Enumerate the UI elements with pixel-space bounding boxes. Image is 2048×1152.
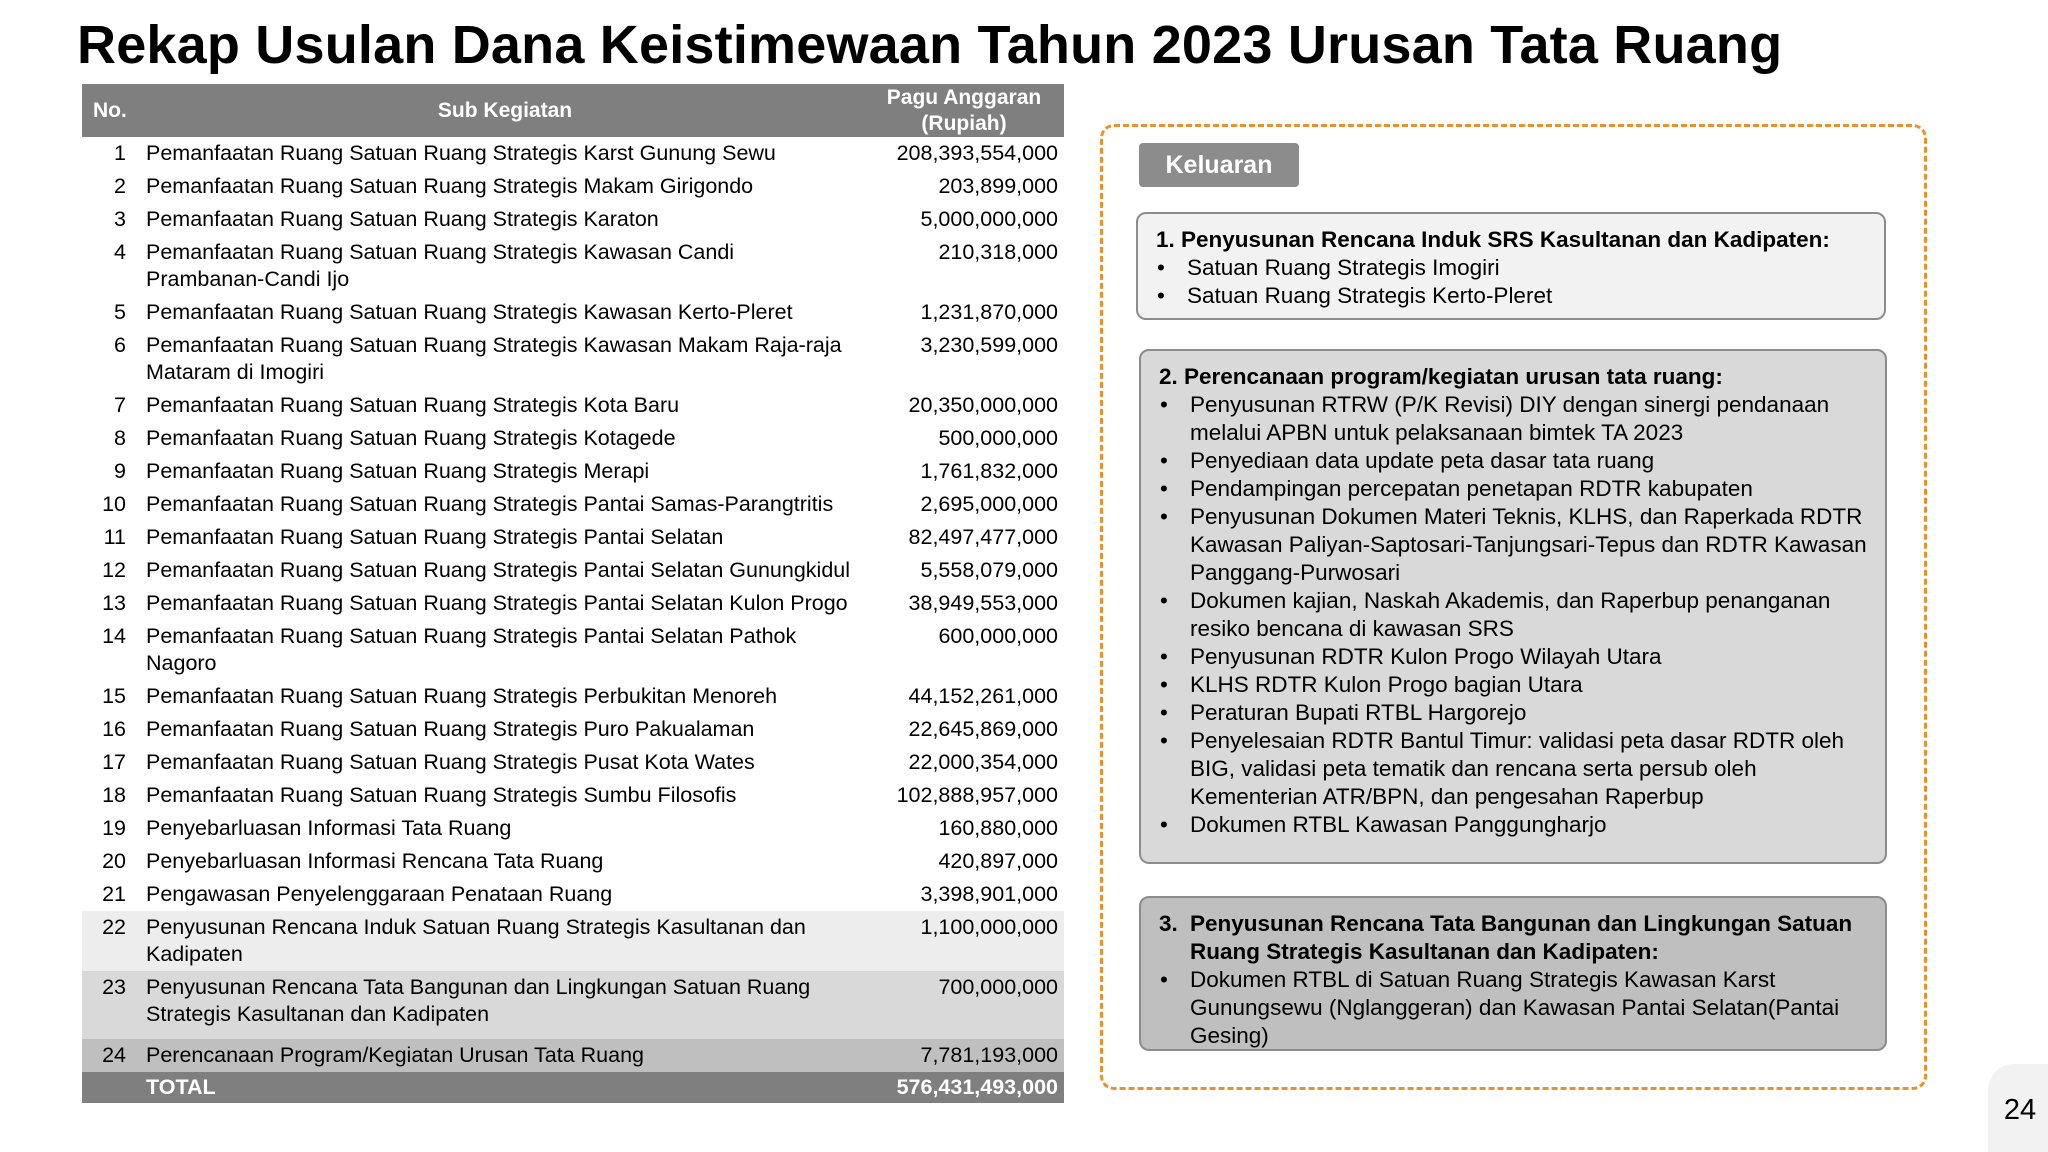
row-pagu-anggaran: 1,231,870,000 bbox=[920, 300, 1058, 324]
row-sub-kegiatan: Pemanfaatan Ruang Satuan Ruang Strategis Kawasan Kerto-Pleret bbox=[146, 300, 793, 324]
table-row bbox=[82, 488, 1064, 521]
row-number: 4 bbox=[114, 240, 126, 264]
row-sub-kegiatan: Penyebarluasan Informasi Tata Ruang bbox=[146, 816, 512, 840]
row-number: 12 bbox=[102, 558, 126, 582]
output-box-2 bbox=[1139, 349, 1887, 864]
row-pagu-anggaran: 3,398,901,000 bbox=[920, 882, 1058, 906]
row-pagu-anggaran: 700,000,000 bbox=[864, 971, 1064, 1031]
row-number: 2 bbox=[114, 174, 126, 198]
output-box-1 bbox=[1136, 212, 1886, 320]
table-row bbox=[82, 296, 1064, 329]
row-pagu-anggaran: 22,645,869,000 bbox=[908, 717, 1058, 741]
row-number: 9 bbox=[114, 459, 126, 483]
row-sub-kegiatan: Perencanaan Program/Kegiatan Urusan Tata Ruang bbox=[146, 1039, 864, 1072]
row-pagu-anggaran: 3,230,599,000 bbox=[920, 333, 1058, 357]
row-pagu-anggaran: 208,393,554,000 bbox=[896, 141, 1058, 165]
table-row bbox=[82, 971, 1064, 1031]
row-pagu-anggaran: 160,880,000 bbox=[938, 816, 1058, 840]
row-pagu-anggaran: 420,897,000 bbox=[938, 849, 1058, 873]
table-row bbox=[82, 236, 1064, 296]
list-item: • Pendampingan percepatan penetapan RDTR kabupaten bbox=[1159, 475, 1871, 503]
row-number: 6 bbox=[114, 333, 126, 357]
header-no: No. bbox=[82, 84, 146, 137]
row-sub-kegiatan: Pemanfaatan Ruang Satuan Ruang Strategis Sumbu Filosofis bbox=[146, 783, 737, 807]
row-sub-kegiatan: Pemanfaatan Ruang Satuan Ruang Strategis Pantai Selatan Gunungkidul bbox=[146, 558, 851, 582]
table-header-row bbox=[82, 84, 1064, 137]
table-row bbox=[82, 389, 1064, 422]
table-row bbox=[82, 554, 1064, 587]
row-number: 11 bbox=[103, 525, 126, 549]
row-number: 24 bbox=[82, 1039, 146, 1072]
row-sub-kegiatan: Penyusunan Rencana Tata Bangunan dan Lingkungan Satuan Ruang Strategis Kasultanan dan Kadipaten bbox=[146, 971, 864, 1031]
row-number: 5 bbox=[114, 300, 126, 324]
row-sub-kegiatan: Pemanfaatan Ruang Satuan Ruang Strategis Puro Pakualaman bbox=[146, 717, 755, 741]
list-item: • Penyusunan RTRW (P/K Revisi) DIY dengan sinergi pendanaan melalui APBN untuk pelaksanaan bimtek TA 2023 bbox=[1159, 391, 1871, 447]
header-sub-kegiatan: Sub Kegiatan bbox=[146, 84, 864, 137]
row-pagu-anggaran: 7,781,193,000 bbox=[864, 1039, 1064, 1072]
row-pagu-anggaran: 22,000,354,000 bbox=[908, 750, 1058, 774]
table-row bbox=[82, 587, 1064, 620]
row-sub-kegiatan: Pemanfaatan Ruang Satuan Ruang Strategis Merapi bbox=[146, 459, 650, 483]
table-row bbox=[82, 329, 1064, 389]
table-row bbox=[82, 521, 1064, 554]
row-pagu-anggaran: 5,000,000,000 bbox=[920, 207, 1058, 231]
row-sub-kegiatan: Penyusunan Rencana Induk Satuan Ruang Strategis Kasultanan dan Kadipaten bbox=[146, 911, 864, 971]
total-label: TOTAL bbox=[146, 1072, 864, 1103]
row-pagu-anggaran: 1,100,000,000 bbox=[864, 911, 1064, 971]
row-pagu-anggaran: 38,949,553,000 bbox=[908, 591, 1058, 615]
table-row bbox=[82, 203, 1064, 236]
budget-table bbox=[82, 84, 1064, 1103]
row-sub-kegiatan: Pemanfaatan Ruang Satuan Ruang Strategis Kawasan Makam Raja-raja Mataram di Imogiri bbox=[146, 333, 842, 384]
row-sub-kegiatan: Pemanfaatan Ruang Satuan Ruang Strategis Pantai Selatan Kulon Progo bbox=[146, 591, 848, 615]
list-item: • KLHS RDTR Kulon Progo bagian Utara bbox=[1159, 671, 1871, 699]
total-row bbox=[82, 1072, 1064, 1103]
table-row bbox=[82, 713, 1064, 746]
row-number: 16 bbox=[102, 717, 126, 741]
header-pagu-anggaran: Pagu Anggaran (Rupiah) bbox=[864, 84, 1064, 137]
row-sub-kegiatan: Pemanfaatan Ruang Satuan Ruang Strategis Kawasan Candi Prambanan-Candi Ijo bbox=[146, 240, 735, 291]
output-box-1-title: 1. Penyusunan Rencana Induk SRS Kasultanan dan Kadipaten: bbox=[1156, 227, 1830, 252]
row-sub-kegiatan: Pemanfaatan Ruang Satuan Ruang Strategis Pantai Selatan bbox=[146, 525, 724, 549]
list-item: • Dokumen kajian, Naskah Akademis, dan Raperbup penanganan resiko bencana di kawasan SRS bbox=[1159, 587, 1871, 643]
row-pagu-anggaran: 2,695,000,000 bbox=[920, 492, 1058, 516]
list-item: • Satuan Ruang Strategis Imogiri bbox=[1156, 254, 1870, 282]
table-row bbox=[82, 1039, 1064, 1072]
row-number: 8 bbox=[114, 426, 126, 450]
row-pagu-anggaran: 1,761,832,000 bbox=[920, 459, 1058, 483]
row-number: 21 bbox=[102, 882, 126, 906]
table-row bbox=[82, 455, 1064, 488]
list-item: • Dokumen RTBL di Satuan Ruang Strategis Kawasan Karst Gunungsewu (Nglanggeran) dan Kawasan Pantai Selatan(Pantai Gesing) bbox=[1159, 966, 1871, 1050]
table-row bbox=[82, 911, 1064, 971]
table-row bbox=[82, 746, 1064, 779]
row-sub-kegiatan: Pemanfaatan Ruang Satuan Ruang Strategis Karaton bbox=[146, 207, 659, 231]
list-item: • Penyediaan data update peta dasar tata ruang bbox=[1159, 447, 1871, 475]
row-sub-kegiatan: Pemanfaatan Ruang Satuan Ruang Strategis Kotagede bbox=[146, 426, 676, 450]
table-row bbox=[82, 878, 1064, 911]
table-row bbox=[82, 779, 1064, 812]
row-sub-kegiatan: Pemanfaatan Ruang Satuan Ruang Strategis Perbukitan Menoreh bbox=[146, 684, 778, 708]
list-item: • Peraturan Bupati RTBL Hargorejo bbox=[1159, 699, 1871, 727]
row-number: 18 bbox=[102, 783, 126, 807]
page-title: Rekap Usulan Dana Keistimewaan Tahun 2023 Urusan Tata Ruang bbox=[77, 15, 1783, 75]
output-box-3-title: Penyusunan Rencana Tata Bangunan dan Lingkungan Satuan Ruang Strategis Kasultanan dan Kadipaten: bbox=[1190, 911, 1853, 964]
row-sub-kegiatan: Penyebarluasan Informasi Rencana Tata Ruang bbox=[146, 849, 604, 873]
list-item: • Penyusunan RDTR Kulon Progo Wilayah Utara bbox=[1159, 643, 1871, 671]
row-pagu-anggaran: 203,899,000 bbox=[938, 174, 1058, 198]
output-box-2-list bbox=[1159, 391, 1871, 839]
list-item: • Satuan Ruang Strategis Kerto-Pleret bbox=[1156, 282, 1870, 310]
total-blank bbox=[82, 1072, 146, 1103]
row-number: 20 bbox=[102, 849, 126, 873]
row-number: 15 bbox=[102, 684, 126, 708]
output-box-3-number: 3. bbox=[1159, 911, 1178, 936]
row-pagu-anggaran: 44,152,261,000 bbox=[908, 684, 1058, 708]
output-box-3-heading bbox=[1159, 910, 1871, 966]
list-item: • Penyelesaian RDTR Bantul Timur: validasi peta dasar RDTR oleh BIG, validasi peta tematik dan rencana serta persub oleh Kementerian ATR/BPN, dan pengesahan Raperbup bbox=[1159, 727, 1871, 811]
row-number: 1 bbox=[114, 141, 126, 165]
table-row bbox=[82, 680, 1064, 713]
total-amount: 576,431,493,000 bbox=[864, 1072, 1064, 1103]
row-number: 14 bbox=[102, 624, 126, 648]
table-row bbox=[82, 620, 1064, 680]
output-box-1-list bbox=[1156, 254, 1870, 310]
row-number: 13 bbox=[102, 591, 126, 615]
row-pagu-anggaran: 102,888,957,000 bbox=[896, 783, 1058, 807]
row-number: 17 bbox=[102, 750, 126, 774]
table-spacer bbox=[82, 1031, 1064, 1039]
row-pagu-anggaran: 210,318,000 bbox=[938, 240, 1058, 264]
row-sub-kegiatan: Pemanfaatan Ruang Satuan Ruang Strategis Karst Gunung Sewu bbox=[146, 141, 776, 165]
row-number: 10 bbox=[102, 492, 126, 516]
row-number: 22 bbox=[82, 911, 146, 971]
list-item: • Penyusunan Dokumen Materi Teknis, KLHS, dan Raperkada RDTR Kawasan Paliyan-Saptosari-Tanjungsari-Tepus dan RDTR Kawasan Panggang-Purwosari bbox=[1159, 503, 1871, 587]
row-pagu-anggaran: 82,497,477,000 bbox=[908, 525, 1058, 549]
row-pagu-anggaran: 20,350,000,000 bbox=[908, 393, 1058, 417]
table-row bbox=[82, 812, 1064, 845]
output-box-2-title: 2. Perencanaan program/kegiatan urusan tata ruang: bbox=[1159, 364, 1723, 389]
table-row bbox=[82, 845, 1064, 878]
output-box-3-list bbox=[1159, 966, 1871, 1050]
row-number: 23 bbox=[82, 971, 146, 1031]
row-number: 19 bbox=[102, 816, 126, 840]
table-body bbox=[82, 137, 1064, 1103]
table-row bbox=[82, 170, 1064, 203]
row-pagu-anggaran: 500,000,000 bbox=[938, 426, 1058, 450]
row-sub-kegiatan: Pemanfaatan Ruang Satuan Ruang Strategis Kota Baru bbox=[146, 393, 680, 417]
list-item: • Dokumen RTBL Kawasan Panggungharjo bbox=[1159, 811, 1871, 839]
keluaran-label: Keluaran bbox=[1139, 143, 1299, 187]
table-row bbox=[82, 422, 1064, 455]
table-row bbox=[82, 137, 1064, 170]
row-number: 3 bbox=[114, 207, 126, 231]
row-sub-kegiatan: Pemanfaatan Ruang Satuan Ruang Strategis Pantai Selatan Pathok Nagoro bbox=[146, 624, 797, 675]
row-sub-kegiatan: Pemanfaatan Ruang Satuan Ruang Strategis Pantai Samas-Parangtritis bbox=[146, 492, 834, 516]
row-pagu-anggaran: 5,558,079,000 bbox=[920, 558, 1058, 582]
output-box-3 bbox=[1139, 896, 1887, 1051]
page-number: 24 bbox=[2003, 1094, 2037, 1126]
row-number: 7 bbox=[114, 393, 126, 417]
row-pagu-anggaran: 600,000,000 bbox=[938, 624, 1058, 648]
row-sub-kegiatan: Pemanfaatan Ruang Satuan Ruang Strategis Makam Girigondo bbox=[146, 174, 754, 198]
row-sub-kegiatan: Pengawasan Penyelenggaraan Penataan Ruang bbox=[146, 882, 613, 906]
row-sub-kegiatan: Pemanfaatan Ruang Satuan Ruang Strategis Pusat Kota Wates bbox=[146, 750, 755, 774]
